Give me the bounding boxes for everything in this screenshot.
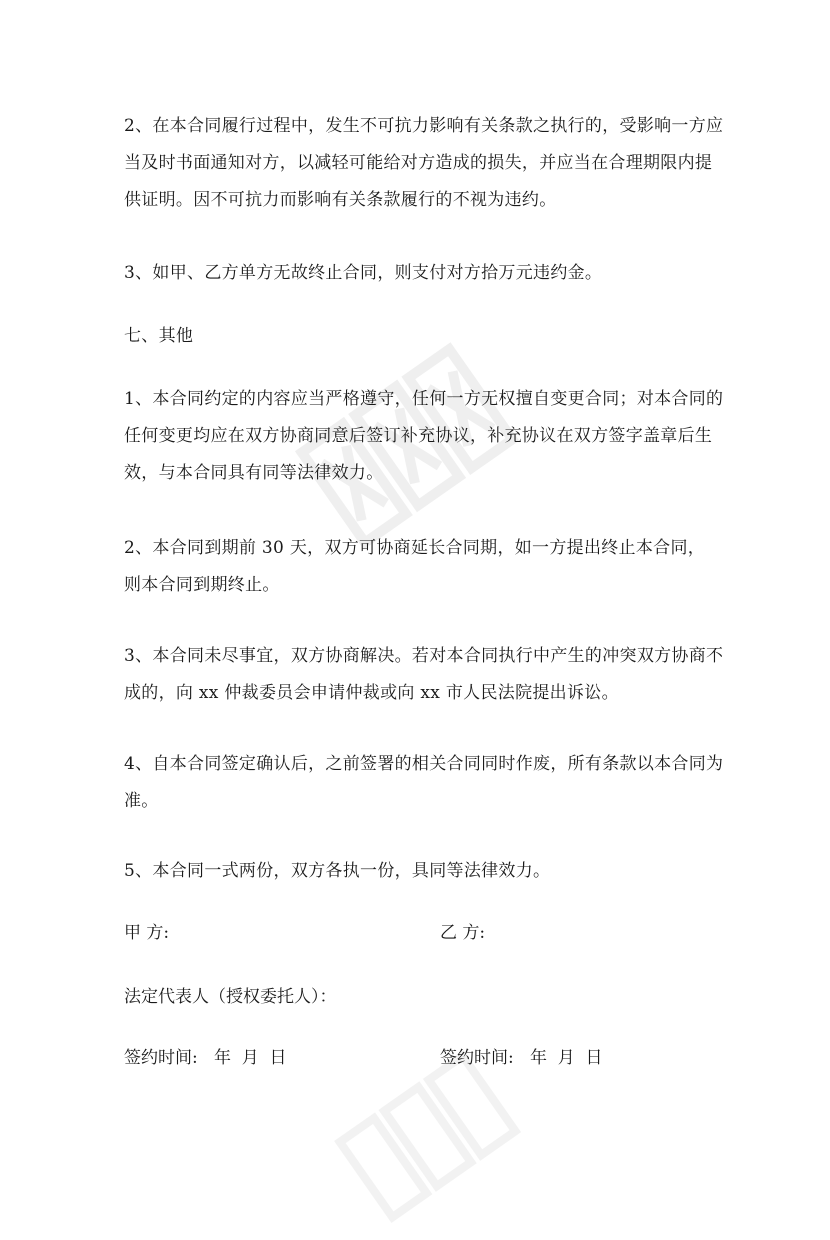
text-line: 供证明。因不可抗力而影响有关条款履行的不视为违约。	[124, 190, 557, 210]
text-line: 4、自本合同签定确认后，之前签署的相关合同同时作废，所有条款以本合同为	[124, 754, 724, 774]
party-a-label: 甲 方:	[124, 923, 170, 943]
representative-row	[124, 982, 724, 1012]
clause-paragraph	[124, 255, 724, 292]
text-line: 效，与本合同具有同等法律效力。	[124, 463, 384, 483]
text-line: 3、如甲、乙方单方无故终止合同，则支付对方拾万元违约金。	[124, 263, 603, 283]
clause-paragraph	[124, 108, 724, 219]
clause-paragraph	[124, 638, 724, 712]
text-line: 5、本合同一式两份，双方各执一份，具同等法律效力。	[124, 861, 551, 881]
clause-paragraph	[124, 530, 724, 604]
heading-text: 七、其他	[124, 326, 194, 346]
signature-parties-row	[124, 918, 724, 948]
text-line: 准。	[124, 791, 159, 811]
text-line: 1、本合同约定的内容应当严格遵守，任何一方无权擅自变更合同；对本合同的	[124, 389, 724, 409]
text-line: 则本合同到期终止。	[124, 575, 280, 595]
clause-paragraph	[124, 381, 724, 492]
clause-paragraph	[124, 746, 724, 820]
representative-label: 法定代表人（授权委托人）：	[124, 987, 337, 1007]
text-line: 当及时书面通知对方，以减轻可能给对方造成的损失，并应当在合理期限内提	[124, 153, 713, 173]
text-line: 2、本合同到期前 30 天，双方可协商延长合同期，如一方提出终止本合同，	[124, 538, 706, 558]
text-line: 任何变更均应在双方协商同意后签订补充协议，补充协议在双方签字盖章后生	[124, 426, 713, 446]
sign-date-row	[124, 1043, 724, 1073]
text-line: 3、本合同未尽事宜，双方协商解决。若对本合同执行中产生的冲突双方协商不	[124, 646, 724, 666]
section-heading	[124, 318, 724, 355]
sign-date-a: 签约时间: 年 月 日	[124, 1048, 287, 1068]
text-line: 成的，向 xx 仲裁委员会申请仲裁或向 xx 市人民法院提出诉讼。	[124, 683, 619, 703]
party-b-label: 乙 方:	[440, 923, 486, 943]
sign-date-b: 签约时间: 年 月 日	[440, 1048, 603, 1068]
clause-paragraph	[124, 853, 724, 890]
text-line: 2、在本合同履行过程中，发生不可抗力影响有关条款之执行的，受影响一方应	[124, 116, 724, 136]
